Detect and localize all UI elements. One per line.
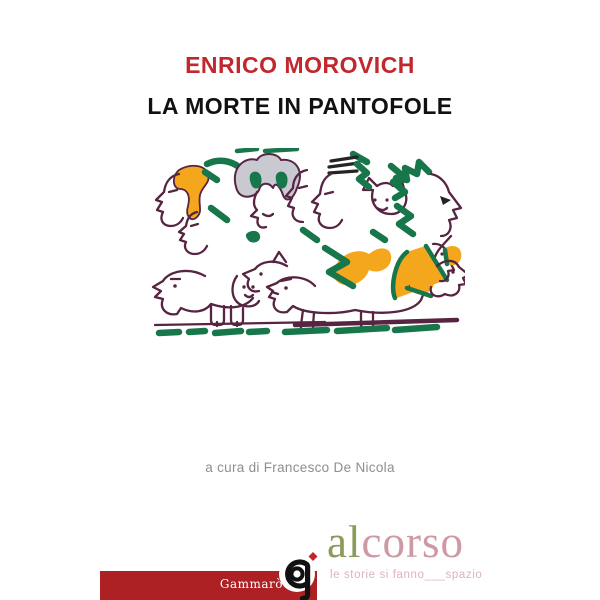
editor-credit: a cura di Francesco De Nicola: [205, 460, 395, 475]
imprint-al: al: [327, 517, 362, 567]
imprint-corso: corso: [361, 517, 464, 567]
imprint-wordmark: [327, 517, 483, 581]
imprint-tagline: le storie si fanno___spazio: [330, 569, 483, 581]
cover-illustration: [145, 148, 465, 338]
alcorso-logotype: [327, 517, 482, 567]
gammaro-logo-icon: [277, 549, 321, 600]
marker-sketch-drawing: [145, 148, 465, 338]
book-title: LA MORTE IN PANTOFOLE: [147, 93, 453, 119]
publisher-name: Gammarò: [219, 577, 283, 591]
author-name: ENRICO MOROVICH: [185, 52, 415, 78]
